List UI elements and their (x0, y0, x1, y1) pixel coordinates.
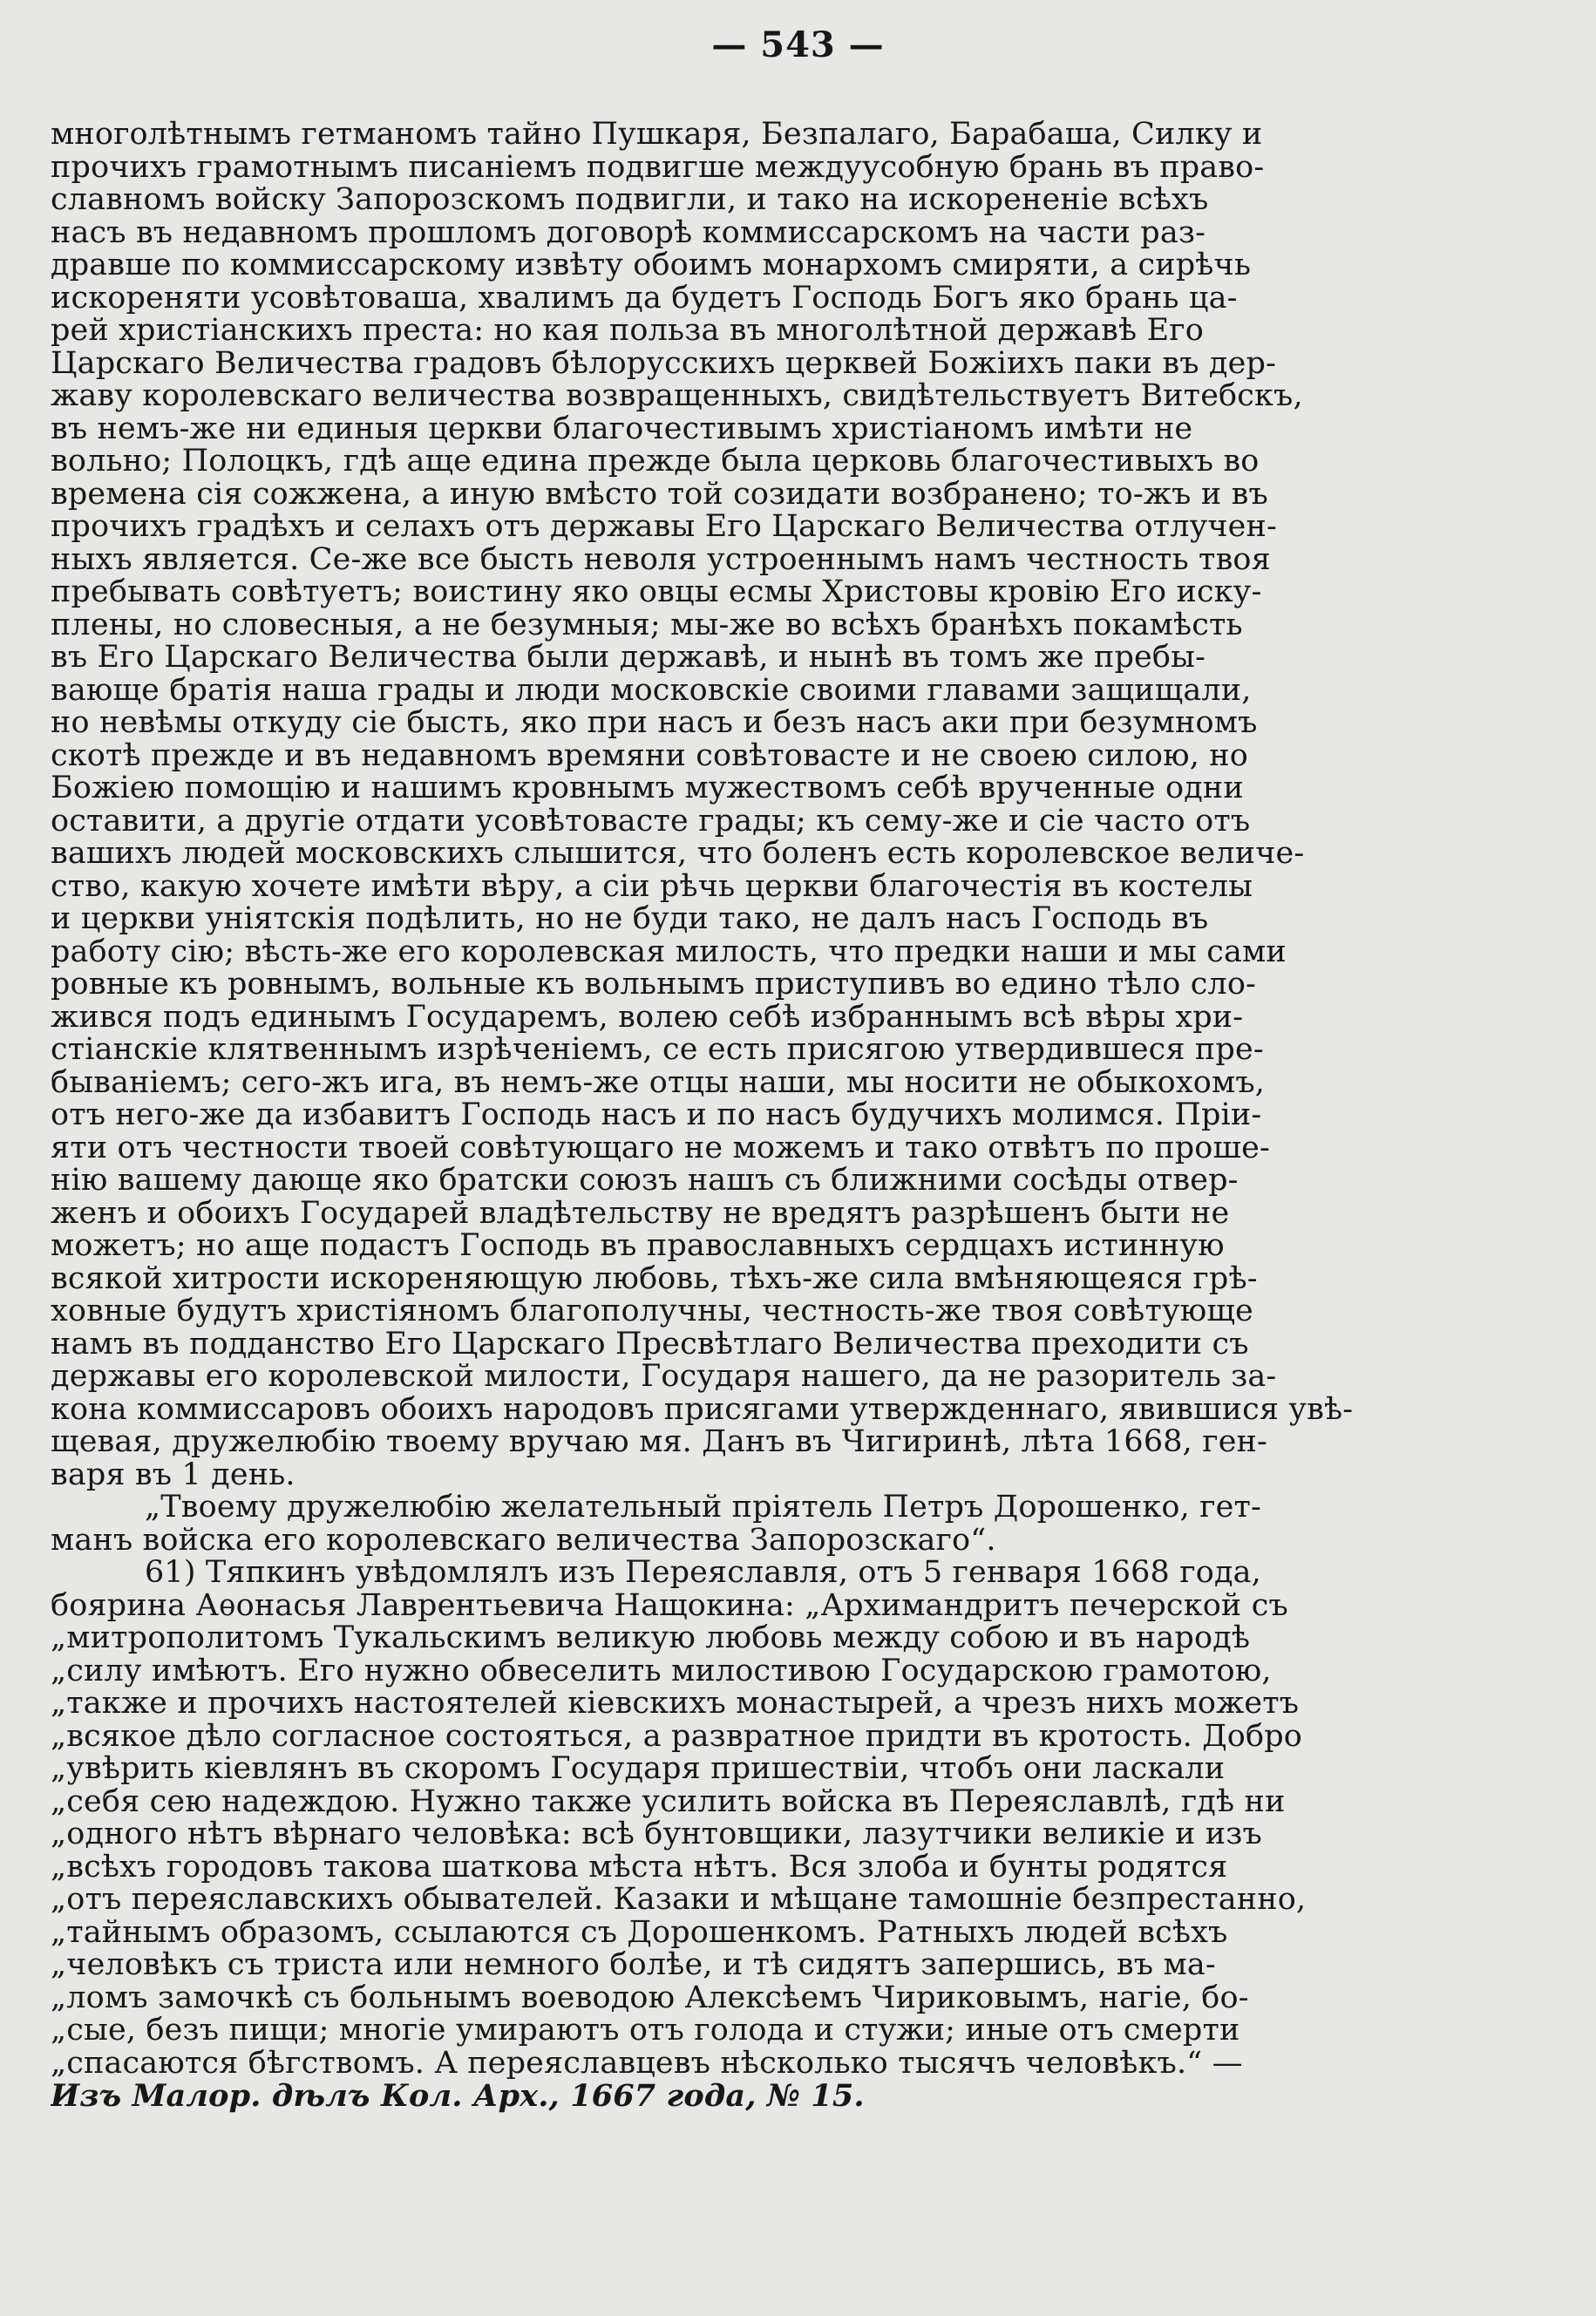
text-line: „всякое дѣло согласное состояться, а развратное придти въ кротость. Добро (51, 1720, 1303, 1753)
text-line: Божіею помощію и нашимъ кровнымъ мужествомъ себѣ врученные одни (51, 772, 1244, 805)
text-line: прочихъ градѣхъ и селахъ отъ державы Его Царскаго Величества отлучен- (51, 511, 1277, 544)
text-line: времена сія сожжена, а иную вмѣсто той созидати возбранено; то-жъ и въ (51, 478, 1268, 511)
text-line: работу сію; вѣсть-же его королевская милость, что предки наши и мы сами (51, 935, 1287, 968)
text-line: стіанскіе клятвеннымъ изрѣченіемъ, се есть присягою утвердившеся пре- (51, 1034, 1264, 1067)
text-line: рей христіанскихъ преста: но кая польза въ многолѣтной державѣ Его (51, 315, 1204, 348)
text-line: боярина Аѳонасья Лаврентьевича Нащокина: „Архимандритъ печерской съ (51, 1589, 1288, 1622)
text-line: „себя сею надеждою. Нужно также усилить войска въ Переяславлѣ, гдѣ ни (51, 1785, 1286, 1818)
text-line: „ломъ замочкѣ съ больнымъ воеводою Алексѣемъ Чириковымъ, нагіе, бо- (51, 1981, 1249, 2014)
text-line: искореняти усовѣтоваша, хвалимъ да будетъ Господь Богъ яко брань ца- (51, 282, 1238, 315)
text-line: „отъ переяславскихъ обывателей. Казаки и мѣщане тамошніе безпрестанно, (51, 1884, 1307, 1917)
page-number: — 543 — (711, 24, 885, 65)
text-line: славномъ войску Запорозскомъ подвигли, и тако на искорененіе всѣхъ (51, 184, 1209, 217)
text-line: варя въ 1 день. (51, 1458, 295, 1491)
text-line: „силу имѣютъ. Его нужно обвеселить милостивою Государскою грамотою, (51, 1654, 1272, 1688)
text-line: оставити, а другіе отдати усовѣтовасте грады; къ сему-же и сіе часто отъ (51, 805, 1251, 838)
text-line: можетъ; но аще подастъ Господь въ православныхъ сердцахъ истинную (51, 1230, 1225, 1263)
text-line: кона коммиссаровъ обоихъ народовъ присягами утвержденнаго, явившися увѣ- (51, 1393, 1354, 1426)
text-line: женъ и обоихъ Государей владѣтельству не вредятъ разрѣшенъ быти не (51, 1197, 1230, 1230)
text-line: вашихъ людей московскихъ слышится, что боленъ есть королевское величе- (51, 838, 1305, 871)
text-line: дравше по коммиссарскому извѣту обоимъ монархомъ смиряти, а сирѣчь (51, 249, 1252, 282)
text-line: державы его королевской милости, Государя нашего, да не разоритель за- (51, 1361, 1277, 1394)
text-line: 61) Тяпкинъ увѣдомлялъ изъ Переяславля, отъ 5 генваря 1668 года, (145, 1557, 1261, 1590)
text-line: въ немъ-же ни единыя церкви благочестивымъ христіаномъ имѣти не (51, 412, 1193, 445)
text-line: манъ войска его королевскаго величества Запорозскаго“. (51, 1524, 996, 1557)
text-line: вающе братія наша грады и люди московскіе своими главами защищали, (51, 674, 1252, 707)
text-line: но невѣмы откуду сіе бысть, яко при насъ и безъ насъ аки при безумномъ (51, 707, 1258, 740)
text-line: всякой хитрости искореняющую любовь, тѣхъ-же сила вмѣняющеяся грѣ- (51, 1262, 1258, 1295)
text-line: въ Его Царскаго Величества были державѣ, и нынѣ въ томъ же пребы- (51, 642, 1206, 675)
text-line: жився подъ единымъ Государемъ, волею себѣ избраннымъ всѣ вѣры хри- (51, 1001, 1244, 1034)
text-line: „сые, безъ пищи; многіе умираютъ отъ голода и стужи; иные отъ смерти (51, 2014, 1240, 2048)
source-citation: Изъ Малор. дѣлъ Кол. Арх., 1667 года, № 15. (51, 2080, 865, 2113)
text-line: Царскаго Величества градовъ бѣлорусскихъ церквей Божіихъ паки въ дер- (51, 347, 1277, 380)
text-line: ховные будутъ христіяномъ благополучны, честность-же твоя совѣтующе (51, 1295, 1253, 1328)
text-line: „одного нѣтъ вѣрнаго человѣка: всѣ бунтовщики, лазутчики великіе и изъ (51, 1818, 1262, 1851)
text-line: вольно; Полоцкъ, гдѣ аще едина прежде была церковь благочестивыхъ во (51, 445, 1260, 479)
text-line: „митрополитомъ Тукальскимъ великую любовь между собою и въ народѣ (51, 1622, 1251, 1655)
text-line: насъ въ недавномъ прошломъ договорѣ коммиссарскомъ на части раз- (51, 216, 1206, 249)
text-line: нію вашему дающе яко братски союзъ нашъ съ ближними сосѣды отвер- (51, 1165, 1239, 1198)
text-line: намъ въ подданство Его Царскаго Пресвѣтлаго Величества преходити съ (51, 1328, 1249, 1361)
text-line: ство, какую хочете имѣти вѣру, а сіи рѣчь церкви благочестія въ костелы (51, 870, 1253, 903)
text-line: „тайнымъ образомъ, ссылаются съ Дорошенкомъ. Ратныхъ людей всѣхъ (51, 1916, 1228, 1949)
text-line: „также и прочихъ настоятелей кіевскихъ монастырей, а чрезъ нихъ можетъ (51, 1688, 1300, 1721)
text-line: отъ него-же да избавитъ Господь насъ и по насъ будучихъ молимся. Пріи- (51, 1099, 1262, 1132)
text-line: „всѣхъ городовъ такова шаткова мѣста нѣтъ. Вся злоба и бунты родятся (51, 1851, 1228, 1884)
text-line: „увѣрить кіевлянъ въ скоромъ Государя пришествіи, чтобъ они ласкали (51, 1753, 1226, 1786)
text-line: быванiемъ; сего-жъ ига, въ немъ-же отцы наши, мы носити не обыкохомъ, (51, 1066, 1266, 1099)
text-line: плены, но словесныя, а не безумныя; мы-же во всѣхъ бранѣхъ покамѣсть (51, 608, 1243, 642)
text-line: многолѣтнымъ гетманомъ тайно Пушкаря, Безпалаго, Барабаша, Силку и (51, 119, 1263, 152)
text-line: „спасаются бѣгствомъ. А переяславцевъ нѣсколько тысячъ человѣкъ.“ — (51, 2047, 1243, 2080)
text-line: „человѣкъ съ триста или немного болѣе, и тѣ сидятъ запершись, въ ма- (51, 1949, 1216, 1982)
text-line: „Твоему дружелюбію желательный пріятель Петръ Дорошенко, гет- (145, 1491, 1262, 1525)
text-line: яти отъ честности твоей совѣтующаго не можемъ и тако отвѣтъ по проше- (51, 1131, 1271, 1165)
text-line: ныхъ является. Се-же все бысть неволя устроеннымъ намъ честность твоя (51, 543, 1271, 576)
text-line: жаву королевскаго величества возвращенныхъ, свидѣтельствуетъ Витебскъ, (51, 380, 1303, 413)
body-text (51, 119, 1416, 2113)
text-line: пребывать совѣтуетъ; воистину яко овцы есмы Христовы кровію Его иску- (51, 576, 1262, 609)
text-line: щевая, дружелюбію твоему вручаю мя. Данъ въ Чигиринѣ, лѣта 1668, ген- (51, 1426, 1268, 1459)
text-line: скотѣ прежде и въ недавномъ времяни совѣтовасте и не своею силою, но (51, 739, 1248, 772)
text-line: ровные къ ровнымъ, вольные къ вольнымъ приступивъ во едино тѣло сло- (51, 968, 1257, 1002)
text-line: прочихъ грамотнымъ писаніемъ подвигше междуусобную брань въ право- (51, 151, 1265, 184)
text-line: и церкви уніятскія подѣлить, но не буди тако, не далъ насъ Господь въ (51, 903, 1209, 936)
